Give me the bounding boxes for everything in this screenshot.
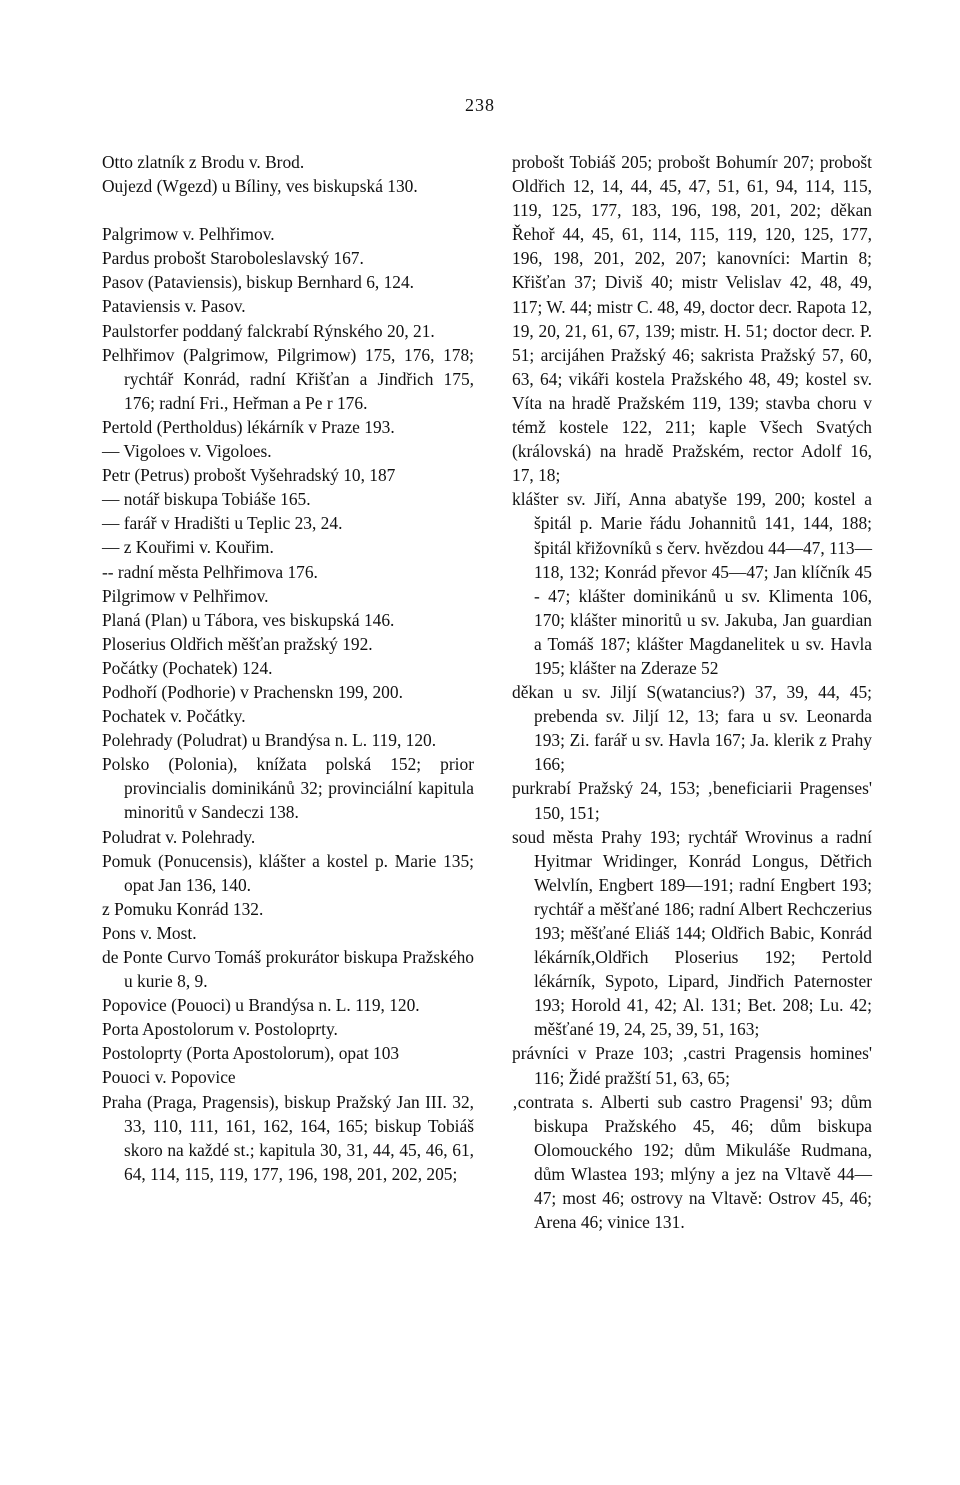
index-entry: klášter sv. Jiří, Anna abatyše 199, 200; kostel a špitál p. Marie řádu Johannitů 141, 144, 188; špitál křižovníků s červ. hvězdou 44—47, 113—118, 132; Konrád převor 45—47; Jan klíčník 45 - 47; klášter dominikánů u sv. Klimenta 106, 170; klášter minoritů u sv. Jakuba, Jan guardian a Tomáš 187; klášter Magdanelitek u sv. Havla 195; klášter na Zderaze 52 <box>512 489 872 678</box>
index-entry: Ploserius Oldřich měšťan pražský 192. <box>102 633 373 654</box>
index-entry: -- radní města Pelhřimova 176. <box>102 561 318 582</box>
index-entry: Planá (Plan) u Tábora, ves biskupská 146. <box>102 609 395 630</box>
index-entry: Pouoci v. Popovice <box>102 1067 236 1088</box>
page-number: 238 <box>465 95 495 115</box>
index-entry: Pochatek v. Počátky. <box>102 706 246 727</box>
index-entry: Otto zlatník z Brodu v. Brod. <box>102 152 305 172</box>
index-entry: děkan u sv. Jiljí S(watancius?) 37, 39, 44, 45; prebenda sv. Jiljí 12, 13; fara u sv. Leonarda 193; Zi. farář u sv. Havla 167; Ja. klerik z Prahy 166; <box>512 682 872 775</box>
index-entry: Praha (Praga, Pragensis), biskup Pražský Jan III. 32, 33, 110, 111, 161, 162, 164, 165; biskup Tobiáš skoro na každé st.; kapitula 30, 31, 44, 45, 46, 61, 64, 114, 115, 119, 177, 196, 198, 201, 202, 205; <box>102 1091 474 1184</box>
index-entry: Poludrat v. Polehrady. <box>102 826 256 847</box>
index-entry: Pelhřimov (Palgrimow, Pilgrimow) 175, 176, 178; rychtář Konrád, radní Křišťan a Jindřich 175, 176; radní Fri., Heřman a Pe r 176. <box>102 344 474 413</box>
index-entry: — farář v Hradišti u Teplic 23, 24. <box>102 513 343 534</box>
index-entry: Pertold (Pertholdus) lékárník v Praze 193. <box>102 416 395 437</box>
index-entry: Pomuk (Ponucensis), klášter a kostel p. Marie 135; opat Jan 136, 140. <box>102 850 474 895</box>
index-column-right <box>512 150 872 1234</box>
index-entry: Pardus probošt Staroboleslavský 167. <box>102 248 364 269</box>
index-entry: právníci v Praze 103; ‚castri Pragensis homines' 116; Židé pražští 51, 63, 65; <box>512 1043 872 1088</box>
index-entry: Postoloprty (Porta Apostolorum), opat 103 <box>102 1043 400 1064</box>
index-entry: Palgrimow v. Pelhřimov. <box>102 224 275 245</box>
index-entry-continued: probošt Tobiáš 205; probošt Bohumír 207; probošt Oldřich 12, 14, 44, 45, 47, 51, 61, 94, 114, 115, 119, 125, 177, 183, 196, 198, 201, 202; děkan Řehoř 44, 45, 61, 114, 115, 119, 120, 125, 177, 196, 198, 201, 202, 207; kanovníci: Martin 8; Křišťan 37; Diviš 40; mistr Velislav 42, 48, 49, 117; W. 44; mistr C. 48, 49, doctor decr. Rapota 12, 19, 20, 21, 61, 67, 139; mistr. H. 51; doctor decr. P. 51; arcijáhen Pražský 46; sakrista Pražský 57, 60, 63, 64; vikáři kostela Pražského 48, 49; kostel sv. Víta na hradě Pražském 119, 139; stavba choru v témž kostele 122, 211; kaple Všech Svatých (královská) na hradě Pražském, rector Adolf 16, 17, 18; <box>512 152 872 486</box>
index-entry: Pilgrimow v Pelhřimov. <box>102 585 269 606</box>
index-entry: Pasov (Pataviensis), biskup Bernhard 6, 124. <box>102 272 415 293</box>
index-entry: Oujezd (Wgezd) u Bíliny, ves biskupská 130. <box>102 176 418 197</box>
index-entry: ‚contrata s. Alberti sub castro Pragensi' 93; dům biskupa Pražského 45, 46; dům biskupa Olomouckého 192; dům Mikuláše Rudmana, dům Wlastea 193; mlýny a jez na Vltavě 44—47; most 46; ostrovy na Vltavě: Ostrov 45, 46; Arena 46; vinice 131. <box>512 1091 872 1233</box>
index-entry: de Ponte Curvo Tomáš prokurátor biskupa Pražského u kurie 8, 9. <box>102 947 474 992</box>
entry-gap <box>102 198 474 222</box>
index-entry: — notář biskupa Tobiáše 165. <box>102 489 311 510</box>
index-entry: soud města Prahy 193; rychtář Wrovinus a radní Hyitmar Wridinger, Konrád Longus, Dětřich Welvlín, Engbert 189—191; radní Engbert 193; rychtář a měšťané 186; radní Albert Rechczerius 193; měšťané Eliáš 144; Oldřich Babic, Konrád lékárník,Oldřich Ploserius 192; Pertold lékárník, Sypoto, Lipard, Jindřich Paternoster 193; Horold 41, 42; Al. 131; Bet. 208; Lu. 42; měšťané 19, 24, 25, 39, 51, 163; <box>512 826 872 1040</box>
index-entry: Počátky (Pochatek) 124. <box>102 657 273 678</box>
index-entry: z Pomuku Konrád 132. <box>102 898 264 919</box>
index-entry: Pons v. Most. <box>102 922 197 943</box>
index-entry: Polehrady (Poludrat) u Brandýsa n. L. 119, 120. <box>102 730 437 751</box>
index-entry: Paulstorfer poddaný falckrabí Rýnského 20, 21. <box>102 320 435 341</box>
index-entry: — Vigoloes v. Vigoloes. <box>102 441 272 462</box>
index-entry: Polsko (Polonia), knížata polská 152; prior provincialis dominikánů 32; provinciální kapitula minoritů v Sandeczi 138. <box>102 754 474 823</box>
index-entry: Popovice (Pouoci) u Brandýsa n. L. 119, 120. <box>102 995 420 1016</box>
index-entry: Porta Apostolorum v. Postoloprty. <box>102 1019 338 1040</box>
index-entry: Petr (Petrus) probošt Vyšehradský 10, 187 <box>102 465 396 486</box>
index-entry: Pataviensis v. Pasov. <box>102 296 246 317</box>
index-entry: Podhoří (Podhorie) v Prachenskn 199, 200. <box>102 681 403 702</box>
index-entry: purkrabí Pražský 24, 153; ‚beneficiarii Pragenses' 150, 151; <box>512 778 872 823</box>
index-column-left <box>102 150 474 1186</box>
index-entry: — z Kouřimi v. Kouřim. <box>102 537 274 558</box>
